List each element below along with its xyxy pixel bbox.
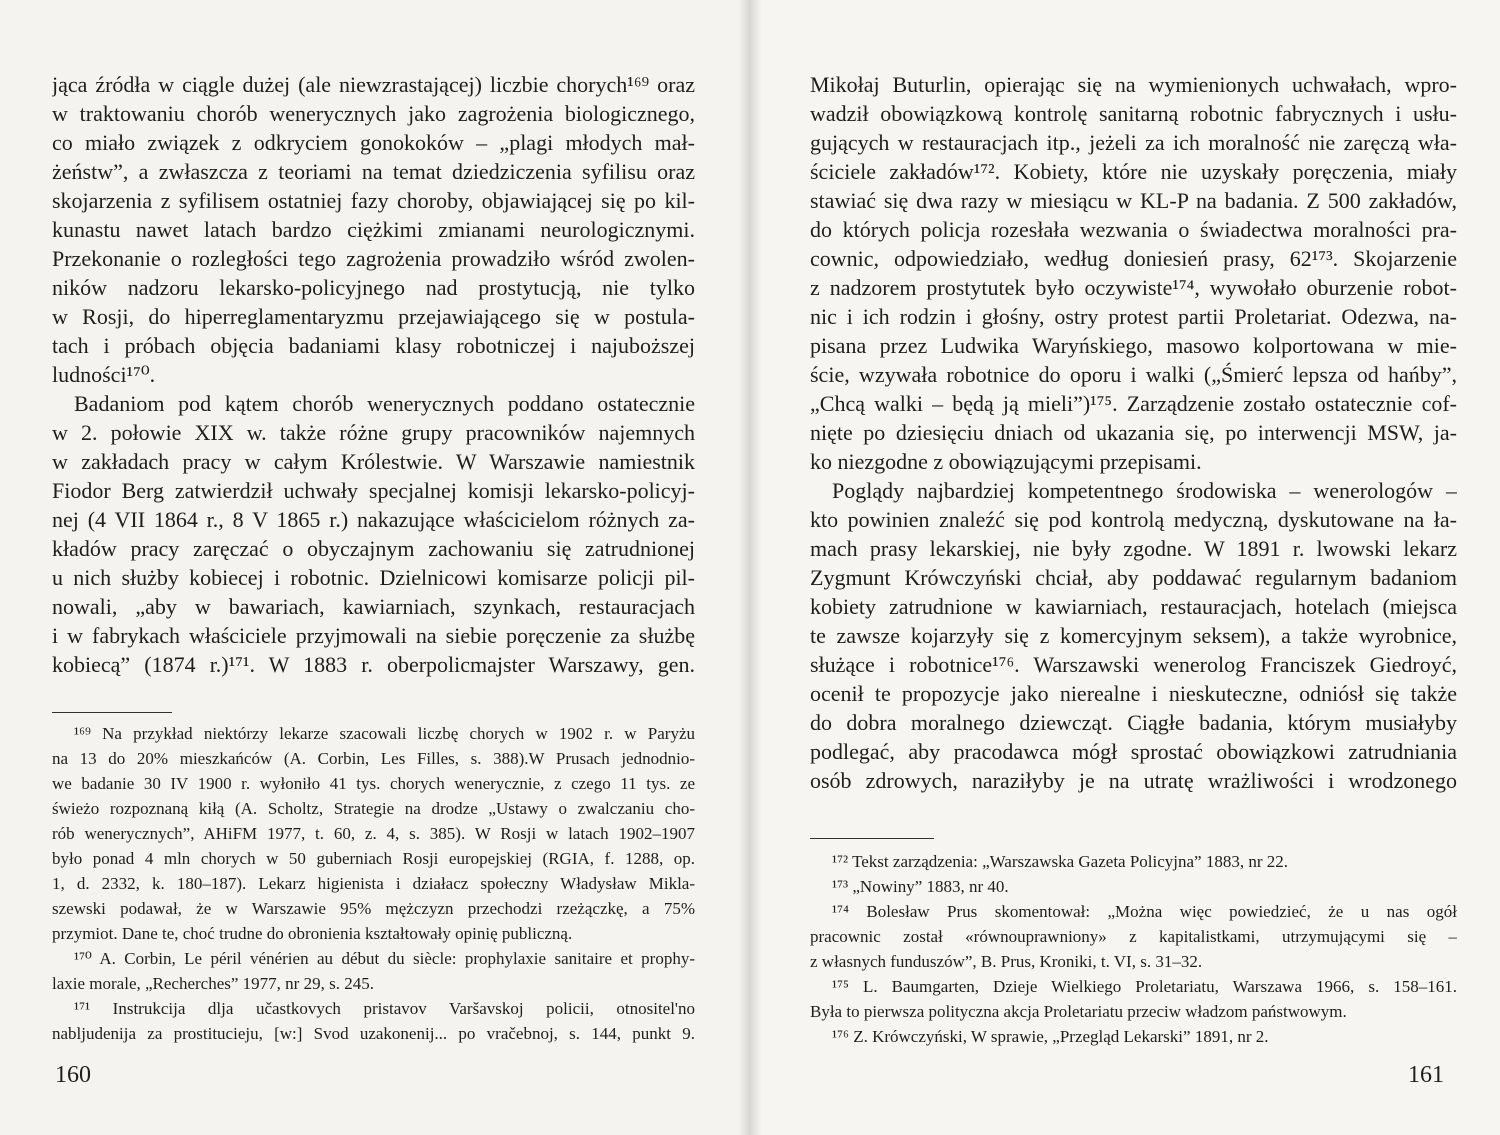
text-line: u nich służby kobiecej i robotnic. Dzielnicowi komisarze policji pil- bbox=[52, 565, 695, 590]
text-line: do których policja rozesłała wezwania o świadectwa moralności pra- bbox=[810, 217, 1457, 242]
page-number: 161 bbox=[1408, 1062, 1444, 1088]
right-page bbox=[750, 0, 1500, 1135]
text-line: służące i robotnice¹⁷⁶. Warszawski wenerolog Franciszek Giedroyć, bbox=[810, 652, 1457, 677]
footnote-line: ¹⁷⁵ L. Baumgarten, Dzieje Wielkiego Proletariatu, Warszawa 1966, s. 158–161. bbox=[832, 977, 1457, 996]
text-line: nięte po dziesięciu dniach od ukazania się, po interwencji MSW, ja- bbox=[810, 420, 1457, 445]
footnote-rule bbox=[52, 712, 172, 713]
text-line: jąca źródła w ciągle dużej (ale niewzrastającej) liczbie chorych¹⁶⁹ oraz bbox=[52, 72, 695, 97]
text-line: ko niezgodne z obowiązującymi przepisami. bbox=[810, 449, 1202, 474]
page-number: 160 bbox=[55, 1062, 91, 1088]
text-line: wadził obowiązkową kontrolę sanitarną robotnic fabrycznych i usłu- bbox=[810, 101, 1457, 126]
text-line: kładów pracy zaręczać o obyczajnym zachowaniu się zatrudnionej bbox=[52, 536, 695, 561]
footnote-line: było ponad 4 mln chorych w 50 guberniach Rosji europejskiej (RGIA, f. 1288, op. bbox=[52, 849, 695, 868]
text-line: żeństw”, a zwłaszcza z teoriami na temat dziedziczenia syfilisu oraz bbox=[52, 159, 695, 184]
text-line: Poglądy najbardziej kompetentnego środowiska – wenerologów – bbox=[832, 478, 1457, 503]
text-line: nowali, „aby w bawariach, kawiarniach, szynkach, restauracjach bbox=[52, 594, 695, 619]
text-line: w traktowaniu chorób wenerycznych jako zagrożenia biologicznego, bbox=[52, 101, 695, 126]
text-line: w Rosji, do hiperreglamentaryzmu przejawiającego się w postula- bbox=[52, 304, 695, 329]
book-gutter bbox=[738, 0, 762, 1135]
text-line: i w fabrykach właściciele przyjmowali na siebie poręczenie za służbę bbox=[52, 623, 695, 648]
footnote-line: ¹⁷¹ Instrukcija dlja učastkovych pristavov Varšavskoj policii, otnositel'no bbox=[74, 999, 695, 1018]
footnote-line: ¹⁷⁴ Bolesław Prus skomentował: „Można więc powiedzieć, że u nas ogół bbox=[832, 902, 1457, 921]
text-line: ludności¹⁷⁰. bbox=[52, 362, 156, 387]
text-line: ników nadzoru lekarsko-policyjnego nad prostytucją, nie tylko bbox=[52, 275, 695, 300]
left-main-text bbox=[52, 70, 695, 679]
text-line: Fiodor Berg zatwierdził uchwały specjalnej komisji lekarsko-policyj- bbox=[52, 478, 695, 503]
text-line: ocenił te propozycje jako nierealne i nieskuteczne, odniósł się także bbox=[810, 681, 1457, 706]
text-line: tach i próbach objęcia badaniami klasy robotniczej i najuboższej bbox=[52, 333, 695, 358]
right-main-text bbox=[810, 70, 1457, 795]
text-line: co miało związek z odkryciem gonokoków – „plagi młodych mał- bbox=[52, 130, 695, 155]
footnote-line: ¹⁷⁶ Z. Krówczyński, W sprawie, „Przegląd Lekarski” 1891, nr 2. bbox=[832, 1027, 1269, 1046]
text-line: stawiać się dwa razy w miesiącu w KL-P na badania. Z 500 zakładów, bbox=[810, 188, 1457, 213]
text-line: w zakładach pracy w całym Królestwie. W Warszawie namiestnik bbox=[52, 449, 695, 474]
text-line: te zawsze kojarzyły się z komercyjnym seksem), a także wyrobnice, bbox=[810, 623, 1457, 648]
text-line: kobiecą” (1874 r.)¹⁷¹. W 1883 r. oberpolicmajster Warszawy, gen. bbox=[52, 652, 695, 677]
footnote-line: ¹⁷³ „Nowiny” 1883, nr 40. bbox=[832, 877, 1009, 896]
footnote-line: laxie morale, „Recherches” 1977, nr 29, s. 245. bbox=[52, 974, 374, 993]
text-line: z nadzorem prostytutek było oczywiste¹⁷⁴, wywołało oburzenie robot- bbox=[810, 275, 1457, 300]
text-line: gujących w restauracjach itp., jeżeli za ich moralność nie zaręczą wła- bbox=[810, 130, 1457, 155]
footnote-line: przymiot. Dane te, choć trudne do obronienia kształtowały opinię publiczną. bbox=[52, 924, 573, 943]
footnote-line: nabljudenija za prostitucieju, [w:] Svod uzakonenij... po vračebnoj, s. 144, punkt 9. bbox=[52, 1024, 695, 1043]
text-line: „Chcą walki – będą ją mieli”)¹⁷⁵. Zarządzenie zostało ostatecznie cof- bbox=[810, 391, 1457, 416]
text-line: nej (4 VII 1864 r., 8 V 1865 r.) nakazujące właścicielom różnych za- bbox=[52, 507, 695, 532]
footnote-line: na 13 do 20% mieszkańców (A. Corbin, Les Filles, s. 388).W Prusach jednodnio- bbox=[52, 749, 695, 768]
footnote-line: z własnych funduszów”, B. Prus, Kroniki, t. VI, s. 31–32. bbox=[810, 952, 1203, 971]
left-footnotes bbox=[52, 721, 695, 1046]
text-line: podlegać, aby pracodawca mógł sprostać obowiązkowi zatrudniania bbox=[810, 739, 1457, 764]
text-line: kobiety zatrudnione w kawiarniach, restauracjach, hotelach (miejsca bbox=[810, 594, 1457, 619]
text-line: cownic, odpowiedziało, według doniesień prasy, 62¹⁷³. Skojarzenie bbox=[810, 246, 1457, 271]
text-line: Przekonanie o rozległości tego zagrożenia prowadziło wśród zwolen- bbox=[52, 246, 695, 271]
text-line: pisana przez Ludwika Waryńskiego, masowo kolportowana w mie- bbox=[810, 333, 1457, 358]
text-line: do dobra moralnego dziewcząt. Ciągłe badania, którym musiałyby bbox=[810, 710, 1457, 735]
footnote-line: ¹⁷⁰ A. Corbin, Le péril vénérien au début du siècle: prophylaxie sanitaire et prophy- bbox=[74, 949, 695, 968]
footnote-line: świeżo rozpoznaną kiłą (A. Scholtz, Strategie na drodze „Ustawy o zwalczaniu cho- bbox=[52, 799, 695, 818]
footnote-line: szewski podawał, że w Warszawie 95% mężczyzn przechodzi rzeżączkę, a 75% bbox=[52, 899, 695, 918]
footnote-line: rób wenerycznych”, AHiFM 1977, t. 60, z. 4, s. 385). W Rosji w latach 1902–1907 bbox=[52, 824, 695, 843]
footnote-rule bbox=[810, 838, 934, 839]
text-line: Zygmunt Krówczyński chciał, aby poddawać regularnym badaniom bbox=[810, 565, 1457, 590]
text-line: ściciele zakładów¹⁷². Kobiety, które nie uzyskały poręczenia, miały bbox=[810, 159, 1457, 184]
text-line: kto powinien znaleźć się pod kontrolą medyczną, dyskutowane na ła- bbox=[810, 507, 1457, 532]
text-line: Badaniom pod kątem chorób wenerycznych poddano ostatecznie bbox=[74, 391, 695, 416]
text-line: osób zdrowych, naraziłyby je na utratę wrażliwości i wrodzonego bbox=[810, 768, 1457, 793]
footnote-line: pracownic został «równouprawniony» z kapitalistkami, utrzymującymi się – bbox=[810, 927, 1457, 946]
text-line: nic i ich rodzin i głośny, ostry protest partii Proletariat. Odezwa, na- bbox=[810, 304, 1457, 329]
text-line: mach prasy lekarskiej, nie były zgodne. W 1891 r. lwowski lekarz bbox=[810, 536, 1457, 561]
footnote-line: we badanie 30 IV 1900 r. wyłoniło 41 tys. chorych wenerycznie, z czego 11 tys. ze bbox=[52, 774, 695, 793]
text-line: skojarzenia z syfilisem ostatniej fazy choroby, objawiającej się po kil- bbox=[52, 188, 695, 213]
right-footnotes bbox=[810, 849, 1457, 1049]
text-line: ście, wzywała robotnice do oporu i walki („Śmierć lepsza od hańby”, bbox=[810, 362, 1457, 387]
text-line: kunastu nawet latach bardzo ciężkimi zmianami neurologicznymi. bbox=[52, 217, 695, 242]
footnote-line: ¹⁶⁹ Na przykład niektórzy lekarze szacowali liczbę chorych w 1902 r. w Paryżu bbox=[74, 724, 695, 743]
text-line: w 2. połowie XIX w. także różne grupy pracowników najemnych bbox=[52, 420, 695, 445]
text-line: Mikołaj Buturlin, opierając się na wymienionych uchwałach, wpro- bbox=[810, 72, 1457, 97]
footnote-line: Była to pierwsza polityczna akcja Proletariatu przeciw władzom państwowym. bbox=[810, 1002, 1347, 1021]
footnote-line: 1, d. 2332, k. 180–187). Lekarz higienista i działacz społeczny Władysław Mikla- bbox=[52, 874, 695, 893]
footnote-line: ¹⁷² Tekst zarządzenia: „Warszawska Gazeta Policyjna” 1883, nr 22. bbox=[832, 852, 1289, 871]
